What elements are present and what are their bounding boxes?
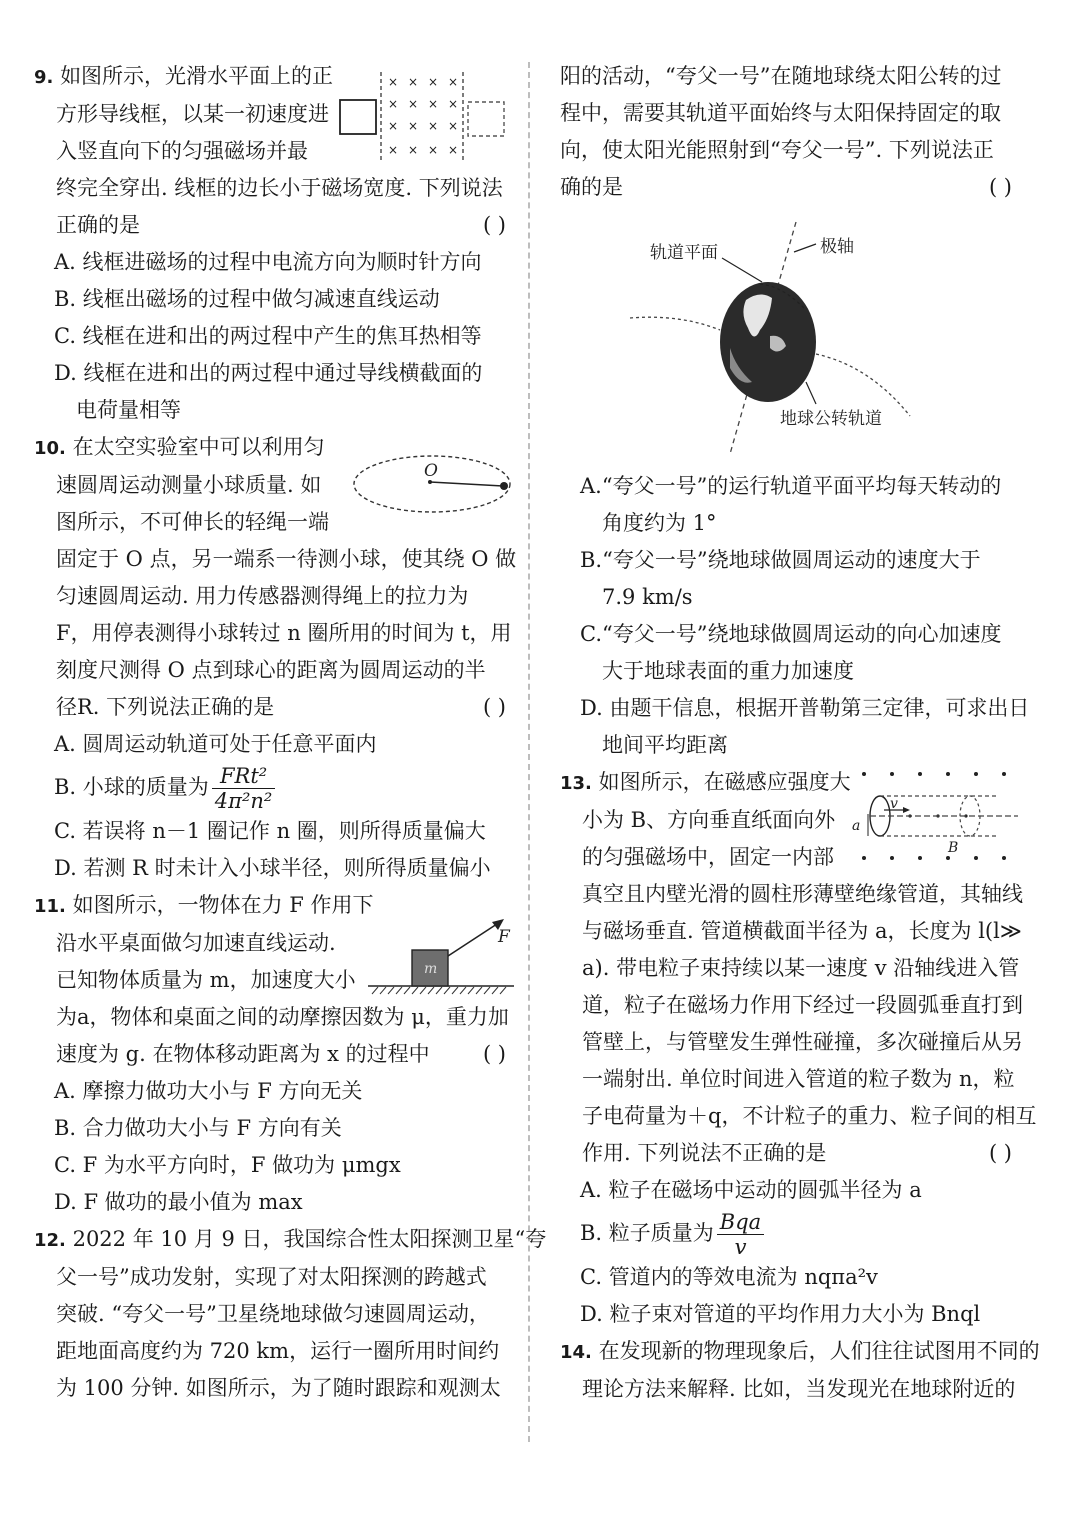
orbit-plane-label: 轨道平面 — [650, 243, 718, 263]
option-b: B. 线框出磁场的过程中做匀减速直线运动 — [54, 287, 440, 311]
option-b-text: B. 粒子质量为 — [580, 1221, 714, 1245]
question-text: 向，使太阳光能照射到“夸父一号”. 下列说法正 — [560, 138, 994, 162]
option-c: C. 管道内的等效电流为 nqπa²v — [580, 1265, 878, 1289]
question-text: 在太空实验室中可以利用匀 — [72, 435, 325, 459]
option-d-continued: 地间平均距离 — [602, 733, 728, 757]
magnetic-field-diagram — [336, 68, 516, 164]
option-d: D. 若测 R 时未计入小球半径，则所得质量偏小 — [54, 856, 491, 880]
revolution-orbit-label: 地球公转轨道 — [780, 409, 882, 429]
option-a-continued: 角度约为 1° — [602, 511, 717, 535]
option-a: A. 粒子在磁场中运动的圆弧半径为 a — [580, 1178, 922, 1202]
question-text: 阳的活动，“夸父一号”在随地球绕太阳公转的过 — [560, 64, 1002, 88]
earth-orbit-diagram — [620, 218, 920, 458]
question-number: 9. — [34, 67, 54, 88]
question-text: 正确的是 — [56, 213, 140, 237]
svg-text:×: × — [388, 75, 399, 89]
question-text: 沿水平桌面做匀加速直线运动. — [56, 931, 336, 955]
q13-figure — [848, 766, 1028, 866]
question-text: F，用停表测得小球转过 n 圈所用的时间为 t，用 — [56, 621, 512, 645]
question-text: 速圆周运动测量小球质量. 如 — [56, 473, 322, 497]
q12-figure — [620, 218, 920, 458]
question-text: 终完全穿出. 线框的边长小于磁场宽度. 下列说法 — [56, 176, 503, 200]
answer-bracket: ( ) — [482, 695, 506, 719]
mass-label: m — [424, 961, 438, 977]
question-number: 14. — [560, 1342, 592, 1363]
fraction-denominator: v — [734, 1235, 747, 1259]
answer-bracket: ( ) — [482, 213, 506, 237]
svg-text:×: × — [428, 143, 439, 157]
question-text: 如图所示，一物体在力 F 作用下 — [72, 893, 374, 917]
question-text: 子电荷量为＋q，不计粒子的重力、粒子间的相互 — [582, 1104, 1037, 1128]
question-12-continued — [560, 58, 1020, 206]
answer-bracket: ( ) — [482, 1042, 506, 1066]
polar-axis-label: 极轴 — [820, 237, 854, 257]
question-text: 径R. 下列说法正确的是 — [56, 695, 275, 719]
block-force-diagram — [366, 908, 516, 996]
question-text: 速度为 g. 在物体移动距离为 x 的过程中 — [56, 1042, 430, 1066]
question-text: 确的是 — [560, 175, 623, 199]
question-14 — [560, 1333, 1040, 1408]
option-d: D. 线框在进和出的两过程中通过导线横截面的 — [54, 361, 483, 385]
svg-text:×: × — [408, 75, 419, 89]
question-text: 已知物体质量为 m，加速度大小 — [56, 968, 356, 992]
circular-motion-diagram — [350, 448, 520, 520]
question-text: 真空且内壁光滑的圆柱形薄壁绝缘管道，其轴线 — [582, 882, 1023, 906]
question-text: 在发现新的物理现象后，人们往往试图用不同的 — [598, 1339, 1040, 1363]
svg-text:×: × — [448, 143, 459, 157]
question-text: 小为 B、方向垂直纸面向外 — [582, 808, 836, 832]
question-text: 程中，需要其轨道平面始终与太阳保持固定的取 — [560, 101, 1001, 125]
option-d: D. 粒子束对管道的平均作用力大小为 Bnql — [580, 1302, 981, 1326]
force-f-label: F — [498, 927, 510, 947]
question-text: 如图所示，在磁感应强度大 — [598, 770, 851, 794]
option-b: B. 合力做功大小与 F 方向有关 — [54, 1116, 342, 1140]
point-o-label: O — [424, 461, 438, 481]
q11-figure — [366, 908, 516, 996]
answer-bracket: ( ) — [988, 175, 1012, 199]
svg-text:×: × — [388, 97, 399, 111]
option-b — [34, 763, 514, 813]
option-b — [560, 1209, 1020, 1259]
svg-text:×: × — [408, 119, 419, 133]
question-text: 图所示，不可伸长的轻绳一端 — [56, 510, 329, 534]
question-text: 理论方法来解释. 比如，当发现光在地球附近的 — [582, 1377, 1016, 1401]
question-text: 一端射出. 单位时间进入管道的粒子数为 n，粒 — [582, 1067, 1015, 1091]
svg-text:×: × — [388, 143, 399, 157]
option-b: B.“夸父一号”绕地球做圆周运动的速度大于 — [580, 548, 981, 572]
option-b-text: B. 小球的质量为 — [54, 775, 209, 799]
question-text: 的匀强磁场中，固定一内部 — [582, 845, 834, 869]
option-c: C. 若误将 n－1 圈记作 n 圈，则所得质量偏大 — [54, 819, 486, 843]
option-a: A. 线框进磁场的过程中电流方向为顺时针方向 — [54, 250, 482, 274]
svg-text:×: × — [388, 119, 399, 133]
question-text: 固定于 O 点，另一端系一待测小球，使其绕 O 做 — [56, 547, 517, 571]
question-12-options — [560, 468, 1030, 764]
fraction — [717, 1210, 764, 1259]
fraction-denominator: 4π²n² — [214, 789, 273, 813]
option-b-continued: 7.9 km/s — [602, 585, 693, 609]
question-text: 2022 年 10 月 9 日，我国综合性太阳探测卫星“夸 — [72, 1227, 547, 1251]
svg-text:×: × — [428, 75, 439, 89]
answer-bracket: ( ) — [988, 1141, 1012, 1165]
question-text: 入竖直向下的匀强磁场并最 — [56, 139, 308, 163]
option-c: C. 线框在进和出的两过程中产生的焦耳热相等 — [54, 324, 482, 348]
svg-text:×: × — [408, 143, 419, 157]
tube-magnetic-field-diagram — [848, 766, 1028, 866]
svg-text:×: × — [448, 97, 459, 111]
question-text: a). 带电粒子束持续以某一速度 v 沿轴线进入管 — [582, 956, 1020, 980]
question-12 — [34, 1221, 547, 1407]
option-d-continued: 电荷量相等 — [76, 398, 181, 422]
question-text: 突破. “夸父一号”卫星绕地球做匀速圆周运动， — [56, 1302, 490, 1326]
option-d: D. F 做功的最小值为 max — [54, 1190, 303, 1214]
question-text: 作用. 下列说法不正确的是 — [582, 1141, 827, 1165]
question-text: 如图所示，光滑水平面上的正 — [60, 64, 334, 88]
radius-label: a — [852, 818, 861, 834]
question-text: 匀速圆周运动. 用力传感器测得绳上的拉力为 — [56, 584, 469, 608]
question-text: 方形导线框，以某一初速度进 — [56, 102, 329, 126]
velocity-label: v — [890, 796, 898, 812]
fraction-numerator: Bqa — [717, 1210, 764, 1235]
left-column — [34, 58, 547, 1407]
svg-text:×: × — [408, 97, 419, 111]
svg-text:×: × — [448, 75, 459, 89]
svg-text:×: × — [448, 119, 459, 133]
question-text: 管壁上，与管壁发生弹性碰撞，多次碰撞后从另 — [582, 1030, 1023, 1054]
question-text: 父一号”成功发射，实现了对太阳探测的跨越式 — [56, 1265, 487, 1289]
question-text: 刻度尺测得 O 点到球心的距离为圆周运动的半 — [56, 658, 486, 682]
q10-figure — [350, 448, 520, 520]
option-a: A. 圆周运动轨道可处于任意平面内 — [54, 732, 377, 756]
option-d: D. 由题干信息，根据开普勒第三定律，可求出日 — [580, 696, 1030, 720]
q9-figure — [336, 68, 516, 164]
option-c-continued: 大于地球表面的重力加速度 — [602, 659, 854, 683]
option-c: C. F 为水平方向时，F 做功为 μmgx — [54, 1153, 401, 1177]
question-number: 10. — [34, 438, 66, 459]
question-number: 13. — [560, 773, 592, 794]
question-text: 为a，物体和桌面之间的动摩擦因数为 μ，重力加 — [56, 1005, 509, 1029]
question-text: 道，粒子在磁场力作用下经过一段圆弧垂直打到 — [582, 993, 1023, 1017]
question-text: 与磁场垂直. 管道横截面半径为 a，长度为 l(l≫ — [582, 919, 1022, 943]
field-b-label: B — [948, 840, 959, 856]
option-a: A.“夸父一号”的运行轨道平面平均每天转动的 — [580, 474, 1002, 498]
svg-text:×: × — [428, 97, 439, 111]
svg-text:×: × — [428, 119, 439, 133]
question-text: 为 100 分钟. 如图所示，为了随时跟踪和观测太 — [56, 1376, 501, 1400]
fraction-numerator: FRt² — [212, 764, 276, 789]
option-c: C.“夸父一号”绕地球做圆周运动的向心加速度 — [580, 622, 1002, 646]
question-text: 距地面高度约为 720 km，运行一圈所用时间约 — [56, 1339, 500, 1363]
question-number: 11. — [34, 896, 66, 917]
option-a: A. 摩擦力做功大小与 F 方向无关 — [54, 1079, 363, 1103]
fraction — [212, 764, 276, 813]
question-number: 12. — [34, 1230, 66, 1251]
